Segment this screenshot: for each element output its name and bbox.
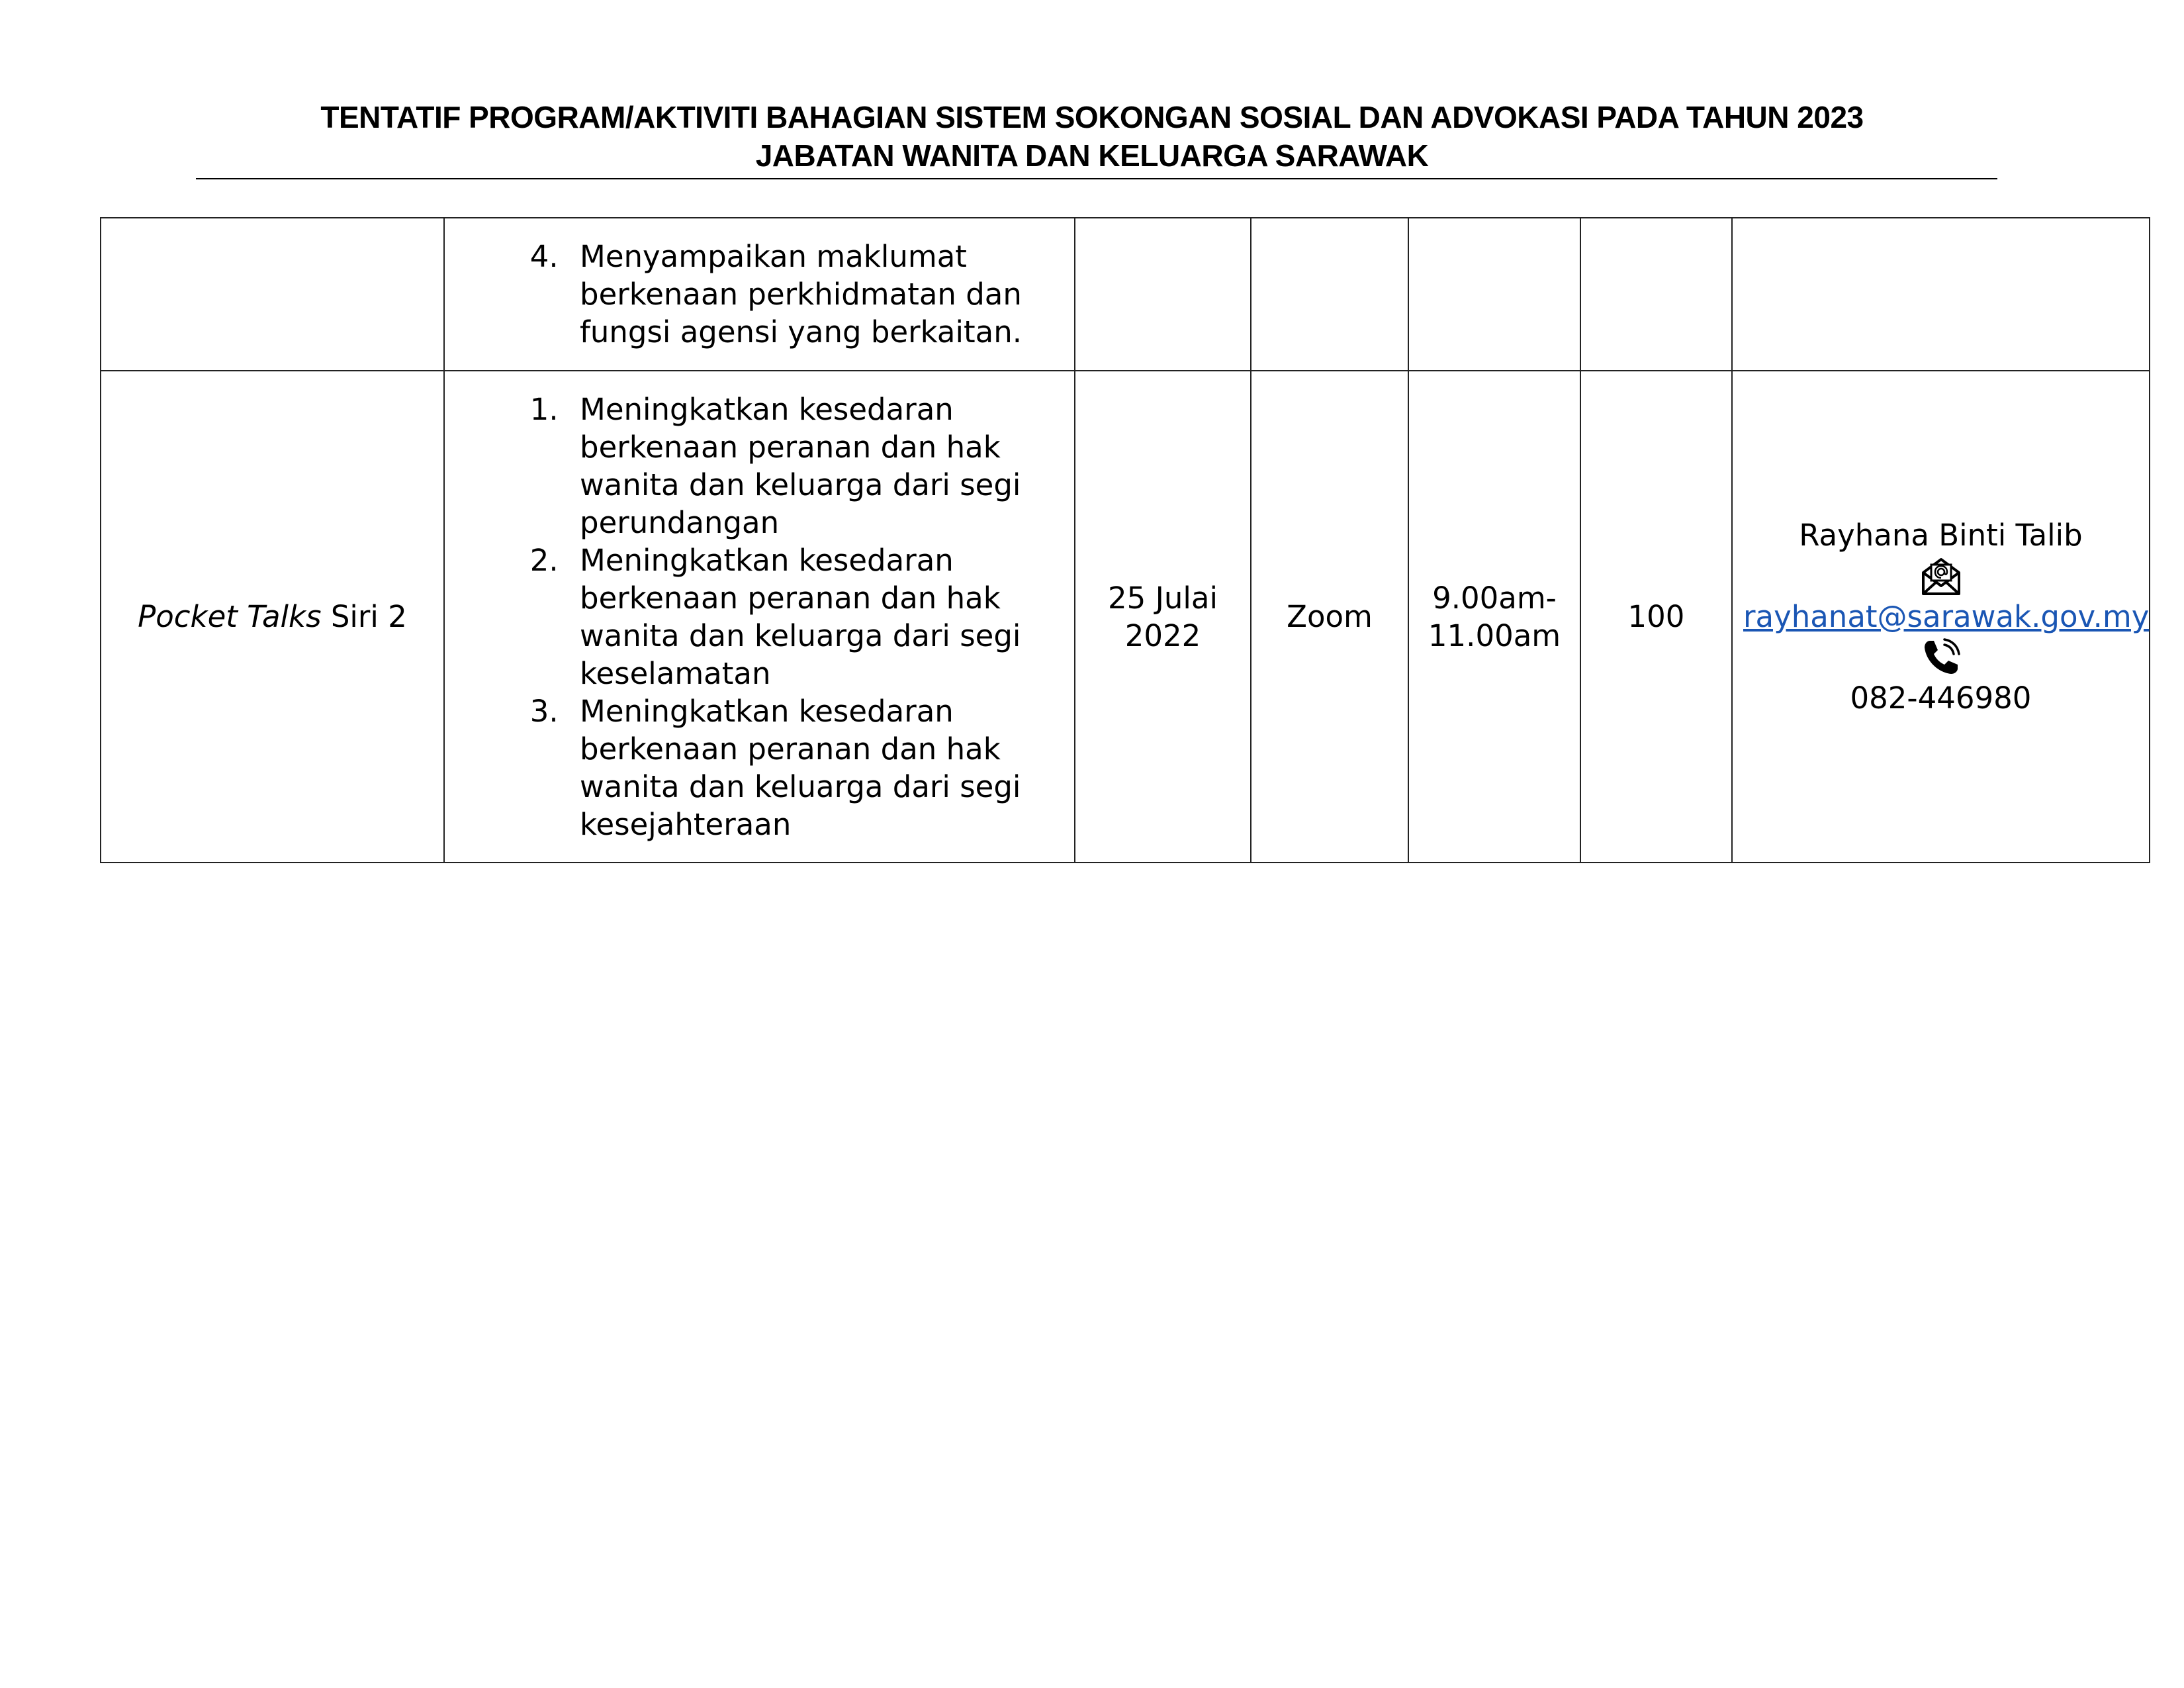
objective-item: 2. Meningkatkan kesedaran berkenaan peranan dan hak wanita dan keluarga dari segi keselamatan (568, 541, 1064, 692)
objective-item: 4. Menyampaikan maklumat berkenaan perkhidmatan dan fungsi agensi yang berkaitan. (568, 238, 1064, 351)
time-start: 9.00am- (1432, 580, 1557, 616)
table-row (101, 218, 2150, 371)
objectives-list (455, 391, 1064, 843)
time-cell (1408, 371, 1580, 863)
document-header (0, 98, 2184, 175)
phone-icon (1743, 635, 2138, 679)
program-table (100, 217, 2150, 863)
time-cell (1408, 218, 1580, 371)
time-end: 11.00am (1428, 618, 1561, 653)
envelope-at-icon (1743, 554, 2138, 598)
contact-name: Rayhana Binti Talib (1799, 518, 2083, 553)
date-line: 25 Julai (1108, 580, 1218, 616)
date-year: 2022 (1124, 618, 1201, 653)
document-title: TENTATIF PROGRAM/AKTIVITI BAHAGIAN SISTEM SOKONGAN SOSIAL DAN ADVOKASI PADA TAHUN 2023 (320, 100, 1864, 134)
table-row (101, 371, 2150, 863)
contact-email-link[interactable]: rayhanat@sarawak.gov.my (1743, 599, 2150, 634)
program-name-cell (101, 218, 444, 371)
contact-phone: 082-446980 (1850, 680, 2032, 716)
header-divider (196, 178, 1997, 179)
objectives-list (455, 238, 1064, 351)
contact-email-wrap (1743, 598, 2150, 635)
participants-cell: 100 (1580, 371, 1732, 863)
objectives-cell (444, 218, 1075, 371)
program-name-italic: Pocket Talks (138, 599, 322, 634)
program-name-cell (101, 371, 444, 863)
participants-cell (1580, 218, 1732, 371)
objective-item: 1. Meningkatkan kesedaran berkenaan peranan dan hak wanita dan keluarga dari segi perundangan (568, 391, 1064, 541)
contact-cell (1732, 371, 2150, 863)
platform-cell: Zoom (1251, 371, 1408, 863)
date-cell (1075, 371, 1251, 863)
contact-cell (1732, 218, 2150, 371)
program-name-suffix: Siri 2 (321, 599, 407, 634)
date-cell (1075, 218, 1251, 371)
objectives-cell (444, 371, 1075, 863)
platform-cell (1251, 218, 1408, 371)
objective-item: 3. Meningkatkan kesedaran berkenaan peranan dan hak wanita dan keluarga dari segi kesejahteraan (568, 692, 1064, 843)
document-subtitle: JABATAN WANITA DAN KELUARGA SARAWAK (755, 138, 1429, 173)
